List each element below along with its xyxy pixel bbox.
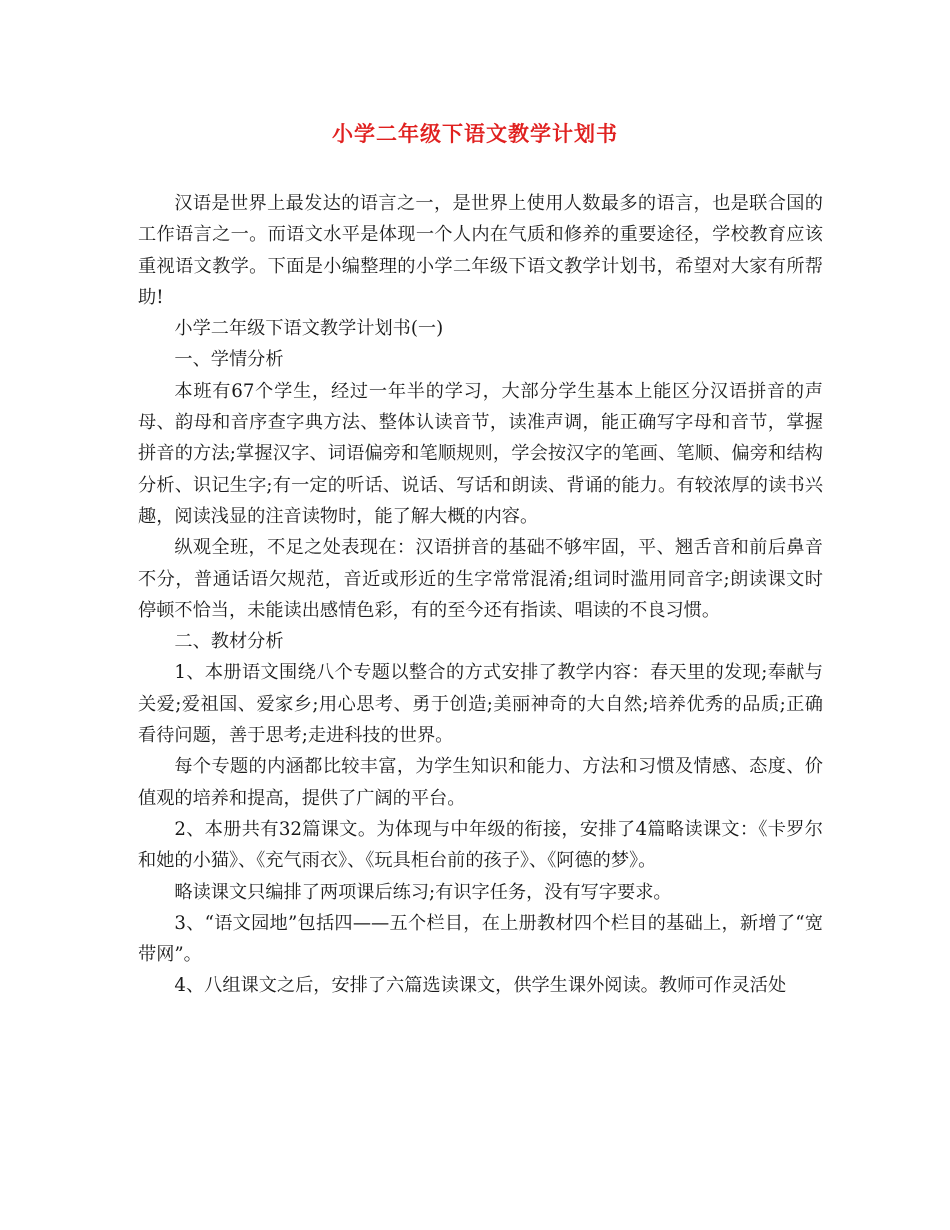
- intro-paragraph: 汉语是世界上最发达的语言之一，是世界上使用人数最多的语言，也是联合国的工作语言之一。而语文水平是体现一个人内在气质和修养的重要途径，学校教育应该重视语文教学。下面是小编整理的小学二年级下语文教学计划书，希望对大家有所帮助!: [138, 193, 823, 308]
- section-heading-textbook-analysis: 二、教材分析: [174, 631, 284, 653]
- textbook-point-2: 2、本册共有32篇课文。为体现与中年级的衔接，安排了4篇略读课文：《卡罗尔和她的小猫》、《充气雨衣》、《玩具柜台前的孩子》、《阿德的梦》。: [138, 818, 823, 872]
- skim-reading-paragraph: 略读课文只编排了两项课后练习;有识字任务，没有写字要求。: [174, 881, 672, 903]
- document-body: [138, 188, 823, 1002]
- shortcomings-paragraph: 纵观全班，不足之处表现在：汉语拼音的基础不够牢固，平、翘舌音和前后鼻音不分，普通话语欠规范，音近或形近的生字常常混淆;组词时滥用同音字;朗读课文时停顿不恰当，未能读出感情色彩，有的至今还有指读、唱读的不良习惯。: [138, 537, 823, 621]
- document-title: 小学二年级下语文教学计划书: [332, 121, 618, 146]
- section-heading-plan-one: 小学二年级下语文教学计划书(一): [174, 318, 444, 340]
- textbook-point-4: 4、八组课文之后，安排了六篇选读课文，供学生课外阅读。教师可作灵活处: [174, 975, 787, 997]
- student-analysis-paragraph: 本班有67个学生，经过一年半的学习，大部分学生基本上能区分汉语拼音的声母、韵母和音序查字典方法、整体认读音节，读准声调，能正确写字母和音节，掌握拼音的方法;掌握汉字、词语偏旁和笔顺规则，学会按汉字的笔画、笔顺、偏旁和结构分析、识记生字;有一定的听话、说话、写话和朗读、背诵的能力。有较浓厚的读书兴趣，阅读浅显的注音读物时，能了解大概的内容。: [138, 380, 823, 527]
- textbook-point-1: 1、本册语文围绕八个专题以整合的方式安排了教学内容：春天里的发现;奉献与关爱;爱祖国、爱家乡;用心思考、勇于创造;美丽神奇的大自然;培养优秀的品质;正确看待问题，善于思考;走进科技的世界。: [138, 662, 823, 747]
- section-heading-student-analysis: 一、学情分析: [174, 349, 284, 371]
- textbook-point-3: 3、“语文园地”包括四——五个栏目，在上册教材四个栏目的基础上，新增了“宽带网”。: [138, 912, 823, 966]
- topic-content-paragraph: 每个专题的内涵都比较丰富，为学生知识和能力、方法和习惯及情感、态度、价值观的培养和提高，提供了广阔的平台。: [138, 756, 823, 809]
